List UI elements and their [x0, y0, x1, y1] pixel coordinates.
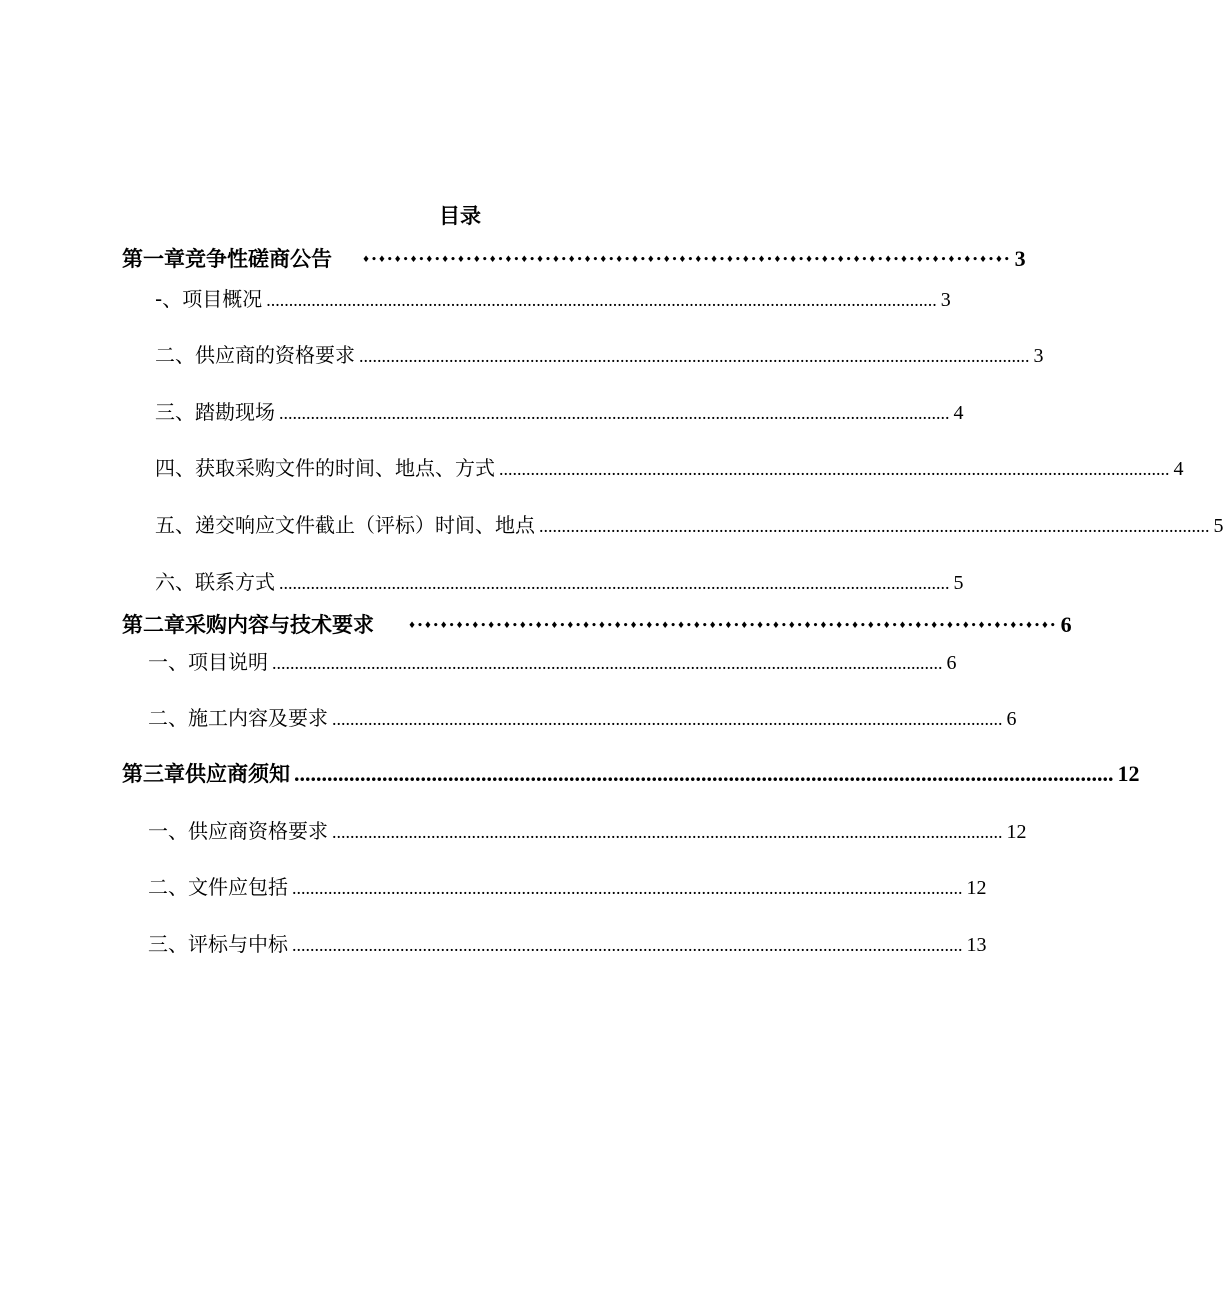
toc-entry-section[interactable] — [155, 396, 964, 425]
toc-page-number: 12 — [1006, 821, 1027, 843]
toc-leader: ..................................................................................................................................................... — [332, 822, 1003, 842]
toc-leader: ..................................................................................................................................................... — [266, 290, 937, 310]
toc-leader: ..................................................................................................................................................... — [359, 346, 1030, 366]
toc-page-number: 12 — [1117, 761, 1140, 786]
toc-entry-section[interactable] — [148, 928, 987, 957]
toc-page-number: 3 — [940, 289, 951, 311]
toc-leader: ..................................................................................................................................................... — [292, 878, 963, 898]
toc-leader: ♦•♦•♦•♦•♦•♦•♦•♦•♦•♦•♦•♦•♦•♦•♦•♦•♦•♦•♦•♦•♦•♦•♦•♦•♦•♦•♦•♦•♦•♦•♦•♦•♦•♦•♦•♦•♦•♦•♦•♦•♦• — [408, 621, 1057, 631]
toc-page-number: 12 — [966, 877, 987, 899]
toc-entry-label: 三、评标与中标 — [148, 932, 288, 956]
toc-entry-label: 第一章竞争性磋商公告 — [122, 247, 332, 271]
toc-entry-section[interactable] — [155, 339, 1044, 368]
toc-entry-label: 六、联系方式 — [155, 570, 275, 594]
toc-page-number: 5 — [953, 572, 964, 594]
toc-entry-label: 一、供应商资格要求 — [148, 819, 328, 843]
toc-entry-section[interactable] — [155, 509, 1224, 538]
toc-entry-section[interactable] — [155, 452, 1184, 481]
toc-entry-section[interactable] — [155, 283, 951, 312]
toc-page-number: 6 — [1006, 708, 1017, 730]
toc-entry-label: 二、施工内容及要求 — [148, 706, 328, 730]
toc-entry-label: 一、项目说明 — [148, 650, 268, 674]
toc-entry-chapter-1[interactable] — [122, 243, 1026, 273]
toc-entry-label: 二、文件应包括 — [148, 875, 288, 899]
toc-entry-label: 三、踏勘现场 — [155, 400, 275, 424]
toc-leader: ..................................................................................................................................................... — [332, 709, 1003, 729]
toc-page-number: 6 — [1060, 612, 1072, 637]
toc-leader: ..................................................................................................................................................... — [499, 459, 1170, 479]
toc-entry-section[interactable] — [148, 871, 987, 900]
toc-page-number: 5 — [1213, 515, 1224, 537]
toc-leader: ..................................................................................................................................................... — [272, 653, 943, 673]
toc-entry-label: 二、供应商的资格要求 — [155, 343, 355, 367]
toc-entry-label: 五、递交响应文件截止（评标）时间、地点 — [155, 513, 535, 537]
toc-entry-label: 四、获取采购文件的时间、地点、方式 — [155, 456, 495, 480]
toc-entry-chapter-3[interactable] — [122, 758, 1140, 788]
toc-entry-label: 第二章采购内容与技术要求 — [122, 613, 374, 637]
toc-page-number: 6 — [946, 652, 957, 674]
toc-leader: ..................................................................................................................................................... — [292, 935, 963, 955]
toc-entry-label: 第三章供应商须知 — [122, 762, 290, 786]
toc-entry-section[interactable] — [155, 566, 964, 595]
toc-page-number: 4 — [953, 402, 964, 424]
toc-leader: ♦•♦•♦•♦•♦•♦•♦•♦•♦•♦•♦•♦•♦•♦•♦•♦•♦•♦•♦•♦•♦•♦•♦•♦•♦•♦•♦•♦•♦•♦•♦•♦•♦•♦•♦•♦•♦•♦•♦•♦•♦• — [362, 255, 1011, 265]
toc-title: 目录 — [439, 204, 481, 228]
toc-page-number: 3 — [1014, 246, 1026, 271]
toc-entry-section[interactable] — [148, 815, 1027, 844]
toc-leader: ..................................................................................................................................................... — [279, 573, 950, 593]
toc-entry-section[interactable] — [148, 702, 1017, 731]
toc-leader: ..................................................................................................................................................... — [539, 516, 1210, 536]
toc-page-number: 13 — [966, 934, 987, 956]
toc-leader: ..................................................................................................................................................... — [279, 403, 950, 423]
toc-entry-chapter-2[interactable] — [122, 609, 1072, 639]
toc-leader: ..................................................................................................................................................... — [294, 761, 1114, 786]
toc-entry-label: -、项目概况 — [155, 287, 263, 311]
toc-page-number: 3 — [1033, 345, 1044, 367]
toc-entry-section[interactable] — [148, 646, 957, 675]
toc-page-number: 4 — [1173, 458, 1184, 480]
